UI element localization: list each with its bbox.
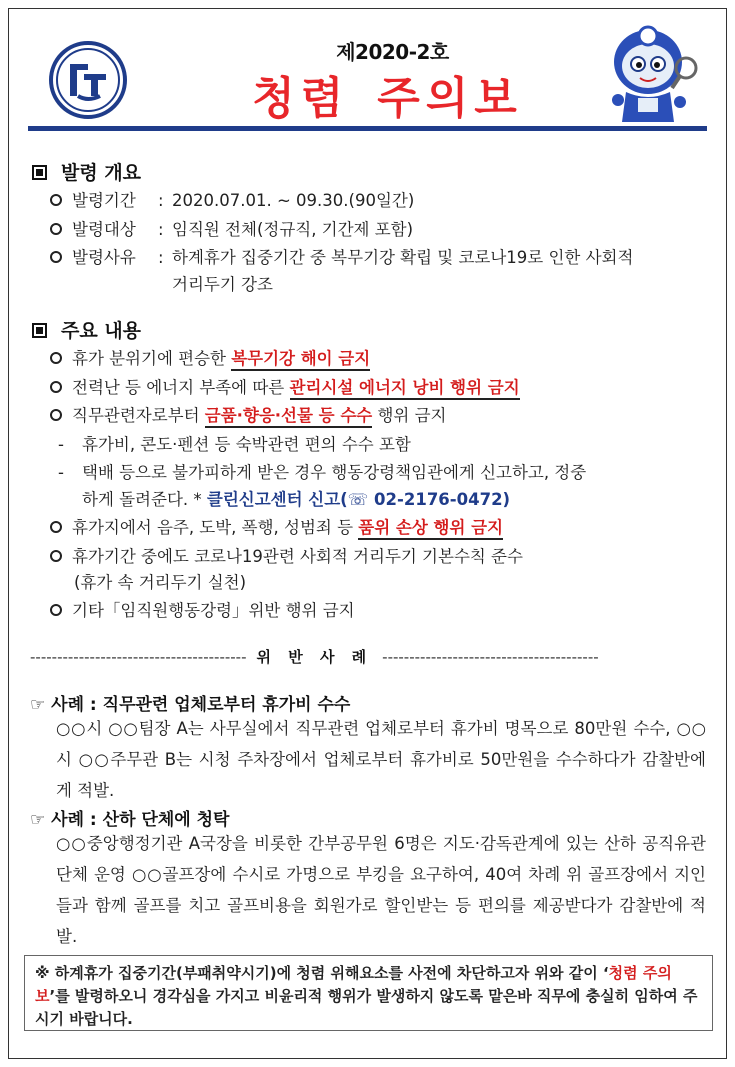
main-item-5: 휴가기간 중에도 코로나19관련 사회적 거리두기 기본수칙 준수 [50,546,523,568]
notice-highlight: 청렴 주의보 [35,964,672,1005]
case2-heading: ☞ 사례 : 산하 단체에 청탁 [30,810,230,830]
circle-bullet-icon [50,550,62,562]
circle-bullet-icon [50,409,62,421]
issue-number: 제2020-2호 [336,40,449,64]
circle-bullet-icon [50,223,62,235]
circle-bullet-icon [50,521,62,533]
circle-bullet-icon [50,381,62,393]
overview-item-reason: 발령사유 : 하계휴가 집중기간 중 복무기강 확립 및 코로나19로 인한 사회적 [50,247,633,269]
square-bullet-icon [32,323,47,338]
case1-heading: ☞ 사례 : 직무관련 업체로부터 휴가비 수수 [30,695,351,715]
page-title [0,62,735,126]
section-overview-heading: 발령 개요 [32,158,141,185]
square-bullet-icon [32,165,47,180]
main-item-3: 직무관련자로부터 금품·향응·선물 등 수수 행위 금지 [50,405,447,427]
header-rule [28,126,707,131]
main-subitem-2-cont: 하게 돌려준다. * 클린신고센터 신고(☏ 02-2176-0472) [82,490,511,509]
circle-bullet-icon [50,194,62,206]
overview-item-reason-cont: 거리두기 강조 [172,275,273,294]
main-item-5-cont: (휴가 속 거리두기 실천) [74,573,247,592]
circle-bullet-icon [50,251,62,263]
title-part2: 주의보 [377,73,523,124]
main-subitem-1: - 휴가비, 콘도·펜션 등 숙박관련 편의 수수 포함 [58,435,411,454]
overview-item-target: 발령대상 : 임직원 전체(정규직, 기간제 포함) [50,219,413,241]
clean-report-center: 클린신고센터 신고(☏ 02-2176-0472) [206,490,511,509]
circle-bullet-icon [50,352,62,364]
main-item-2: 전력난 등 에너지 부족에 따른 관리시설 에너지 낭비 행위 금지 [50,377,520,399]
circle-bullet-icon [50,604,62,616]
section-main-heading: 주요 내용 [32,316,141,343]
main-item-6: 기타「임직원행동강령」위반 행위 금지 [50,600,355,622]
main-item-1: 휴가 분위기에 편승한 복무기강 해이 금지 [50,348,370,370]
case1-text: ○○시 ○○팀장 A는 사무실에서 직무관련 업체로부터 휴가비 명목으로 80만원 수수, ○○시 ○○주무관 B는 시청 주차장에서 업체로부터 휴가비로 50만원을 수수하다가 감찰반에게 적발. [56,719,706,800]
violations-divider: ---------------------------------------- 위 반 사 례 ---------------------------------------- [30,648,599,666]
main-item-4: 휴가지에서 음주, 도박, 폭행, 성범죄 등 품위 손상 행위 금지 [50,517,503,539]
notice-box: ※ 하계휴가 집중기간(부패취약시기)에 청렴 위해요소를 사전에 차단하고자 위와 같이 ‘청렴 주의보’를 발령하오니 경각심을 가지고 비윤리적 행위가 발생하지 않도록 맡은바 직무에 충실히 임하여 주시기 바랍니다. [24,955,713,1031]
case2-text: ○○중앙행정기관 A국장을 비롯한 간부공무원 6명은 지도·감독관계에 있는 산하 공직유관단체 운영 ○○골프장에 수시로 가명으로 부킹을 요구하여, 40여 차례 위 골프장에서 지인들과 함께 골프를 치고 골프비용을 회원가로 할인받는 등 편의를 제공받다가 감찰반에 적발. [56,834,706,946]
title-part1: 청렴 [252,73,350,124]
main-subitem-2: - 택배 등으로 불가피하게 받은 경우 행동강령책임관에게 신고하고, 정중 [58,463,587,482]
overview-item-period: 발령기간 : 2020.07.01. ~ 09.30.(90일간) [50,190,414,212]
